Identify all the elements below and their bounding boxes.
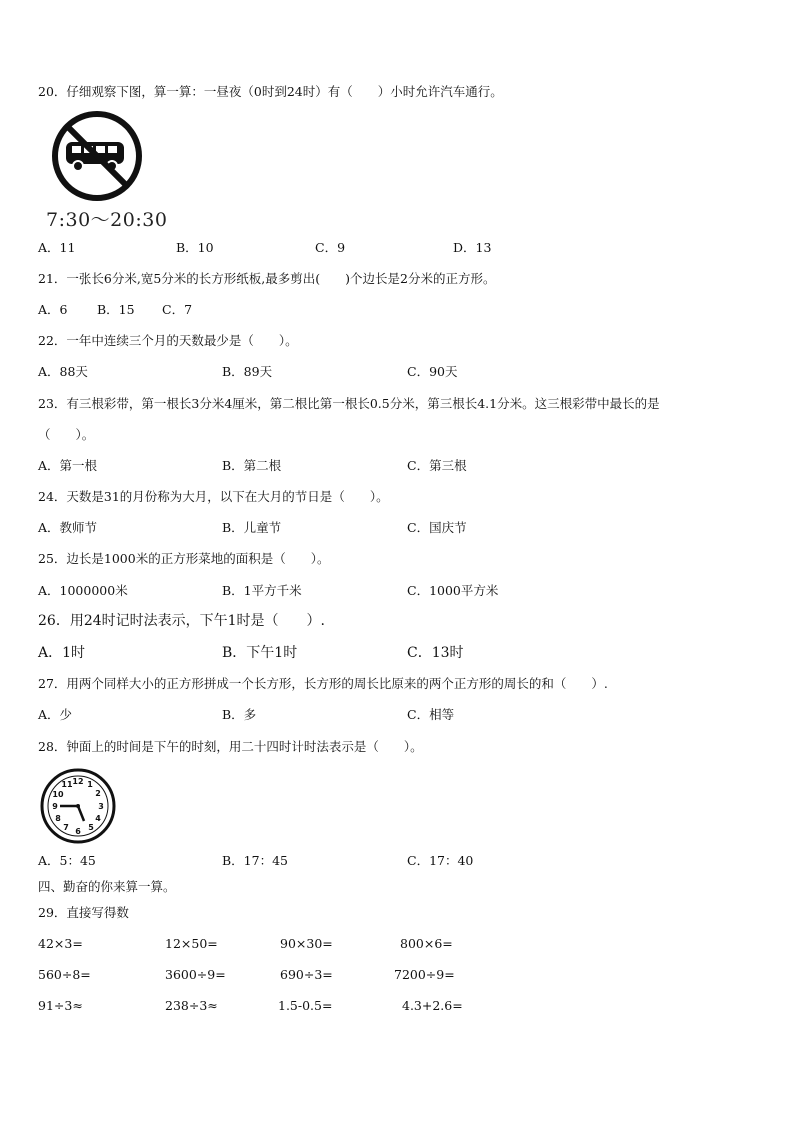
svg-text:5: 5 (88, 823, 94, 832)
q22-option-a: A．88天 (38, 364, 88, 379)
q20-option-b: B．10 (176, 240, 214, 255)
question-28: 28．钟面上的时间是下午的时刻，用二十四时计时法表示是（ ）。 (38, 739, 423, 754)
q24-option-b: B．儿童节 (222, 520, 282, 535)
q22-option-b: B．89天 (222, 364, 273, 379)
no-bus-icon (50, 110, 146, 202)
question-24: 24．天数是31的月份称为大月，以下在大月的节日是（ ）。 (38, 489, 389, 504)
svg-text:7: 7 (63, 823, 69, 832)
calc-item: 7200÷9= (394, 967, 455, 982)
question-21: 21．一张长6分米,宽5分米的长方形纸板,最多剪出( )个边长是2分米的正方形。 (38, 271, 496, 286)
calc-item: 238÷3≈ (165, 998, 218, 1013)
q26-option-b: B．下午1时 (222, 645, 298, 661)
q27-option-b: B．多 (222, 707, 257, 722)
q20-option-c: C．9 (315, 240, 346, 255)
question-27: 27．用两个同样大小的正方形拼成一个长方形，长方形的周长比原来的两个正方形的周长的和（ ）. (38, 676, 608, 691)
q28-option-a: A．5：45 (38, 853, 96, 868)
calc-item: 91÷3≈ (38, 998, 83, 1013)
q27-option-c: C．相等 (407, 707, 455, 722)
q21-option-c: C．7 (162, 302, 193, 317)
svg-text:3: 3 (98, 802, 104, 811)
q22-option-c: C．90天 (407, 364, 458, 379)
clock-icon (39, 768, 119, 844)
svg-text:1: 1 (87, 780, 93, 789)
svg-text:8: 8 (55, 814, 61, 823)
svg-text:11: 11 (61, 780, 73, 789)
q27-option-a: A．少 (38, 707, 73, 722)
calc-item: 690÷3= (280, 967, 333, 982)
calc-item: 90×30= (280, 936, 333, 951)
q20-option-a: A．11 (38, 240, 76, 255)
q23-option-c: C．第三根 (407, 458, 467, 473)
calc-item: 560÷8= (38, 967, 91, 982)
clock-face (39, 768, 119, 844)
q25-option-b: B．1平方千米 (222, 583, 302, 598)
question-23-continued: （ ）。 (38, 427, 95, 442)
q25-option-a: A．1000000米 (38, 583, 128, 598)
q25-option-c: C．1000平方米 (407, 583, 499, 598)
section-4-title: 四、勤奋的你来算一算。 (38, 879, 176, 894)
sign-time-label: 7:30～20:30 (46, 209, 168, 231)
question-23: 23．有三根彩带，第一根长3分米4厘米，第二根比第一根长0.5分米，第三根长4.1分米。这三根彩带中最长的是 (38, 396, 660, 411)
q23-option-a: A．第一根 (38, 458, 98, 473)
question-29: 29．直接写得数 (38, 905, 129, 920)
question-20: 20．仔细观察下图，算一算：一昼夜（0时到24时）有（ ）小时允许汽车通行。 (38, 84, 503, 99)
calc-item: 800×6= (400, 936, 453, 951)
q21-option-b: B．15 (97, 302, 135, 317)
svg-text:12: 12 (72, 777, 84, 786)
question-22: 22．一年中连续三个月的天数最少是（ ）。 (38, 333, 298, 348)
question-25: 25．边长是1000米的正方形菜地的面积是（ ）。 (38, 551, 330, 566)
q28-option-b: B．17：45 (222, 853, 288, 868)
q23-option-b: B．第二根 (222, 458, 282, 473)
calc-item: 1.5-0.5= (278, 998, 333, 1013)
svg-text:9: 9 (52, 802, 58, 811)
svg-text:6: 6 (75, 827, 81, 836)
question-26: 26．用24时记时法表示，下午1时是（ ）. (38, 613, 325, 629)
q20-option-d: D．13 (453, 240, 492, 255)
q24-option-a: A．教师节 (38, 520, 98, 535)
svg-text:10: 10 (52, 790, 64, 799)
svg-text:4: 4 (95, 814, 101, 823)
calc-item: 12×50= (165, 936, 218, 951)
calc-item: 42×3= (38, 936, 83, 951)
q28-option-c: C．17：40 (407, 853, 474, 868)
calc-item: 4.3+2.6= (402, 998, 463, 1013)
calc-item: 3600÷9= (165, 967, 226, 982)
q26-option-c: C．13时 (407, 645, 464, 661)
q26-option-a: A．1时 (38, 645, 86, 661)
no-bus-sign (50, 110, 146, 202)
svg-text:2: 2 (95, 789, 101, 798)
q24-option-c: C．国庆节 (407, 520, 467, 535)
q21-option-a: A．6 (38, 302, 68, 317)
